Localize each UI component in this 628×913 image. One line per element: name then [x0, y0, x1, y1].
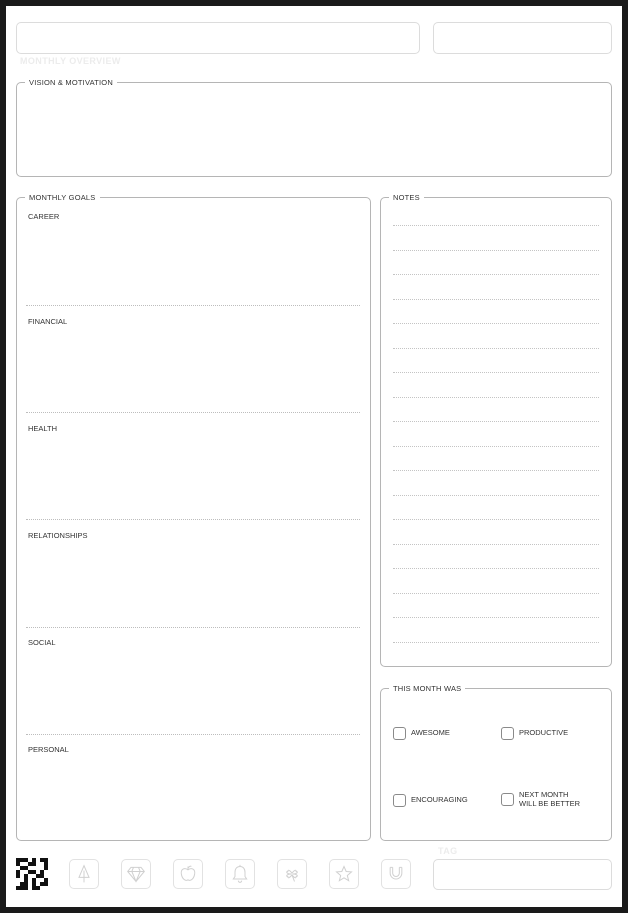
- awesome-checkbox[interactable]: [393, 727, 406, 740]
- notes-line: [393, 593, 599, 594]
- goal-area-relationships[interactable]: [26, 543, 360, 626]
- horseshoe-icon[interactable]: [381, 859, 411, 889]
- notes-line: [393, 274, 599, 275]
- goal-category-health: HEALTH: [28, 424, 58, 433]
- option-label: ENCOURAGING: [411, 795, 468, 805]
- goals-label: MONTHLY GOALS: [25, 192, 100, 203]
- notes-line: [393, 544, 599, 545]
- notes-line: [393, 642, 599, 643]
- notes-line: [393, 323, 599, 324]
- notes-label: NOTES: [389, 192, 424, 203]
- bell-icon[interactable]: [225, 859, 255, 889]
- page-title: MONTHLY OVERVIEW: [20, 56, 121, 66]
- notes-line: [393, 617, 599, 618]
- option-productive[interactable]: [501, 727, 568, 740]
- qr-code: [16, 858, 48, 890]
- this-month-label: THIS MONTH WAS: [389, 683, 465, 694]
- diamond-icon[interactable]: [121, 859, 151, 889]
- title-field[interactable]: [16, 22, 420, 54]
- goal-area-personal[interactable]: [26, 757, 360, 835]
- notes-line: [393, 250, 599, 251]
- date-field[interactable]: [433, 22, 612, 54]
- notes-line: [393, 421, 599, 422]
- option-label: AWESOME: [411, 728, 450, 738]
- tag-field[interactable]: [433, 859, 612, 890]
- goal-area-financial[interactable]: [26, 329, 360, 411]
- goal-category-personal: PERSONAL: [28, 745, 69, 754]
- option-label: PRODUCTIVE: [519, 728, 569, 738]
- notes-line: [393, 519, 599, 520]
- notes-line: [393, 225, 599, 226]
- goal-separator: [26, 734, 360, 735]
- notes-box[interactable]: [380, 193, 612, 667]
- goal-category-relationships: RELATIONSHIPS: [28, 531, 88, 540]
- option-label: NEXT MONTH WILL BE BETTER: [519, 790, 580, 808]
- goal-separator: [26, 627, 360, 628]
- goal-area-social[interactable]: [26, 650, 360, 732]
- notes-line: [393, 348, 599, 349]
- notes-line: [393, 470, 599, 471]
- goal-category-financial: FINANCIAL: [28, 317, 68, 326]
- tag-label: TAG: [438, 846, 458, 856]
- goal-category-social: SOCIAL: [28, 638, 56, 647]
- notes-line: [393, 397, 599, 398]
- vision-box[interactable]: [16, 78, 612, 177]
- goal-category-career: CAREER: [28, 212, 60, 221]
- tree-icon[interactable]: [69, 859, 99, 889]
- planner-page: [6, 6, 622, 907]
- notes-line: [393, 372, 599, 373]
- notes-line: [393, 568, 599, 569]
- goal-separator: [26, 412, 360, 413]
- goal-area-health[interactable]: [26, 436, 360, 518]
- star-icon[interactable]: [329, 859, 359, 889]
- goal-separator: [26, 305, 360, 306]
- goal-area-career[interactable]: [26, 224, 360, 304]
- notes-line: [393, 299, 599, 300]
- clover-icon[interactable]: [277, 859, 307, 889]
- notes-line: [393, 495, 599, 496]
- encouraging-checkbox[interactable]: [393, 794, 406, 807]
- notes-line: [393, 446, 599, 447]
- goals-box: [16, 193, 371, 841]
- apple-icon[interactable]: [173, 859, 203, 889]
- productive-checkbox[interactable]: [501, 727, 514, 740]
- option-encouraging[interactable]: [393, 794, 468, 807]
- next-month-checkbox[interactable]: [501, 793, 514, 806]
- option-awesome[interactable]: [393, 727, 450, 740]
- goal-separator: [26, 519, 360, 520]
- this-month-box: [380, 684, 612, 841]
- vision-label: VISION & MOTIVATION: [25, 77, 117, 88]
- option-next-month[interactable]: [501, 791, 580, 808]
